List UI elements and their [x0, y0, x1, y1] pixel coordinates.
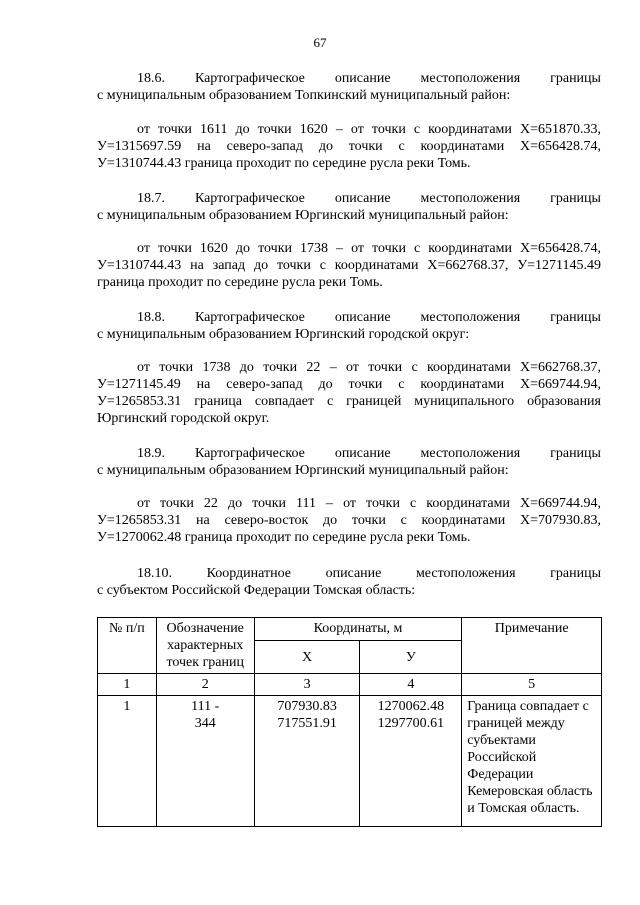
- column-number-row: [98, 674, 602, 696]
- point-range-start: 111 -: [191, 699, 220, 714]
- heading-word: Картографическое: [194, 310, 305, 325]
- heading-word: местоположения: [420, 191, 521, 206]
- y-value: 1297700.61: [377, 716, 445, 731]
- heading-word: границы: [550, 71, 601, 86]
- page-number: 67: [313, 35, 327, 50]
- point-range-end: 344: [194, 716, 216, 731]
- heading-word: описание: [325, 566, 382, 581]
- column-number: 2: [156, 674, 254, 696]
- header-x: Х: [254, 641, 360, 674]
- row-x: [254, 696, 360, 827]
- y-value: 1270062.48: [377, 699, 445, 714]
- heading-word: границы: [550, 566, 601, 581]
- heading-word: местоположения: [415, 566, 516, 581]
- heading-word: описание: [334, 71, 391, 86]
- heading-word: описание: [334, 191, 391, 206]
- heading-line-2: с муниципальным образованием Юргинский муниципальный район:: [97, 208, 509, 223]
- header-note: Примечание: [462, 618, 602, 674]
- section-18-9-paragraph: от точки 22 до точки 111 – от точки с координатами Х=669744.94, У=1265853.31 на северо-восток до точки с координатами Х=707930.83, У=1270062.48 граница проходит по середине русла реки Томь.: [97, 496, 601, 545]
- section-number: 18.8.: [137, 310, 165, 325]
- heading-word: границы: [550, 310, 601, 325]
- section-18-6-heading: [97, 70, 601, 104]
- heading-word: Картографическое: [194, 71, 305, 86]
- section-18-8-heading: [97, 309, 601, 343]
- heading-word: Координатное: [206, 566, 291, 581]
- row-y: [360, 696, 462, 827]
- column-number: 1: [98, 674, 157, 696]
- heading-line: [97, 70, 601, 87]
- heading-line-2: с муниципальным образованием Юргинский городской округ:: [97, 327, 470, 342]
- heading-word: местоположения: [420, 71, 521, 86]
- column-number: 5: [462, 674, 602, 696]
- column-number: 3: [254, 674, 360, 696]
- section-number: 18.6.: [137, 71, 165, 86]
- table-header-row: [98, 618, 602, 641]
- section-18-8-paragraph: от точки 1738 до точки 22 – от точки с координатами Х=662768.37, У=1271145.49 на северо-запад до точки с координатами Х=669744.94, У=1265853.31 граница совпадает с границей муниципального образования Юргинский городской округ.: [97, 360, 601, 426]
- section-18-7-paragraph: от точки 1620 до точки 1738 – от точки с координатами Х=656428.74, У=1310744.43 на запад до точки с координатами Х=662768.37, У=1271145.49 граница проходит по середине русла реки Томь.: [97, 241, 601, 290]
- header-y: У: [360, 641, 462, 674]
- heading-line: [97, 190, 601, 207]
- column-number: 4: [360, 674, 462, 696]
- heading-line: [97, 565, 601, 582]
- row-points: [156, 696, 254, 827]
- section-number: 18.7.: [137, 191, 165, 206]
- section-number: 18.10.: [137, 566, 172, 581]
- header-coords: Координаты, м: [254, 618, 462, 641]
- section-number: 18.9.: [137, 446, 165, 461]
- heading-word: Картографическое: [194, 446, 305, 461]
- heading-word: описание: [334, 446, 391, 461]
- row-num: 1: [98, 696, 157, 827]
- heading-line-2: с субъектом Российской Федерации Томская область:: [97, 583, 416, 598]
- heading-line-2: с муниципальным образованием Топкинский муниципальный район:: [97, 88, 511, 103]
- heading-word: местоположения: [420, 310, 521, 325]
- section-18-7-heading: [97, 190, 601, 224]
- x-value: 717551.91: [277, 716, 337, 731]
- coordinates-table: [97, 617, 602, 827]
- heading-line: [97, 309, 601, 326]
- heading-word: описание: [334, 310, 391, 325]
- table-row: [98, 696, 602, 827]
- header-num: № п/п: [98, 618, 157, 674]
- section-18-10-heading: [97, 565, 601, 599]
- x-value: 707930.83: [277, 699, 337, 714]
- heading-word: Картографическое: [194, 191, 305, 206]
- row-note: Граница совпадает с границей между субъектами Российской Федерации Кемеровская область и Томская область.: [462, 696, 602, 827]
- heading-line: [97, 445, 601, 462]
- section-18-6-paragraph: от точки 1611 до точки 1620 – от точки с координатами Х=651870.33, У=1315697.59 на северо-запад до точки с координатами Х=656428.74, У=1310744.43 граница проходит по середине русла реки Томь.: [97, 122, 601, 171]
- header-designation: Обозначение характерных точек границ: [156, 618, 254, 674]
- heading-word: местоположения: [420, 446, 521, 461]
- heading-word: границы: [550, 446, 601, 461]
- heading-line-2: с муниципальным образованием Юргинский муниципальный район:: [97, 463, 509, 478]
- section-18-9-heading: [97, 445, 601, 479]
- heading-word: границы: [550, 191, 601, 206]
